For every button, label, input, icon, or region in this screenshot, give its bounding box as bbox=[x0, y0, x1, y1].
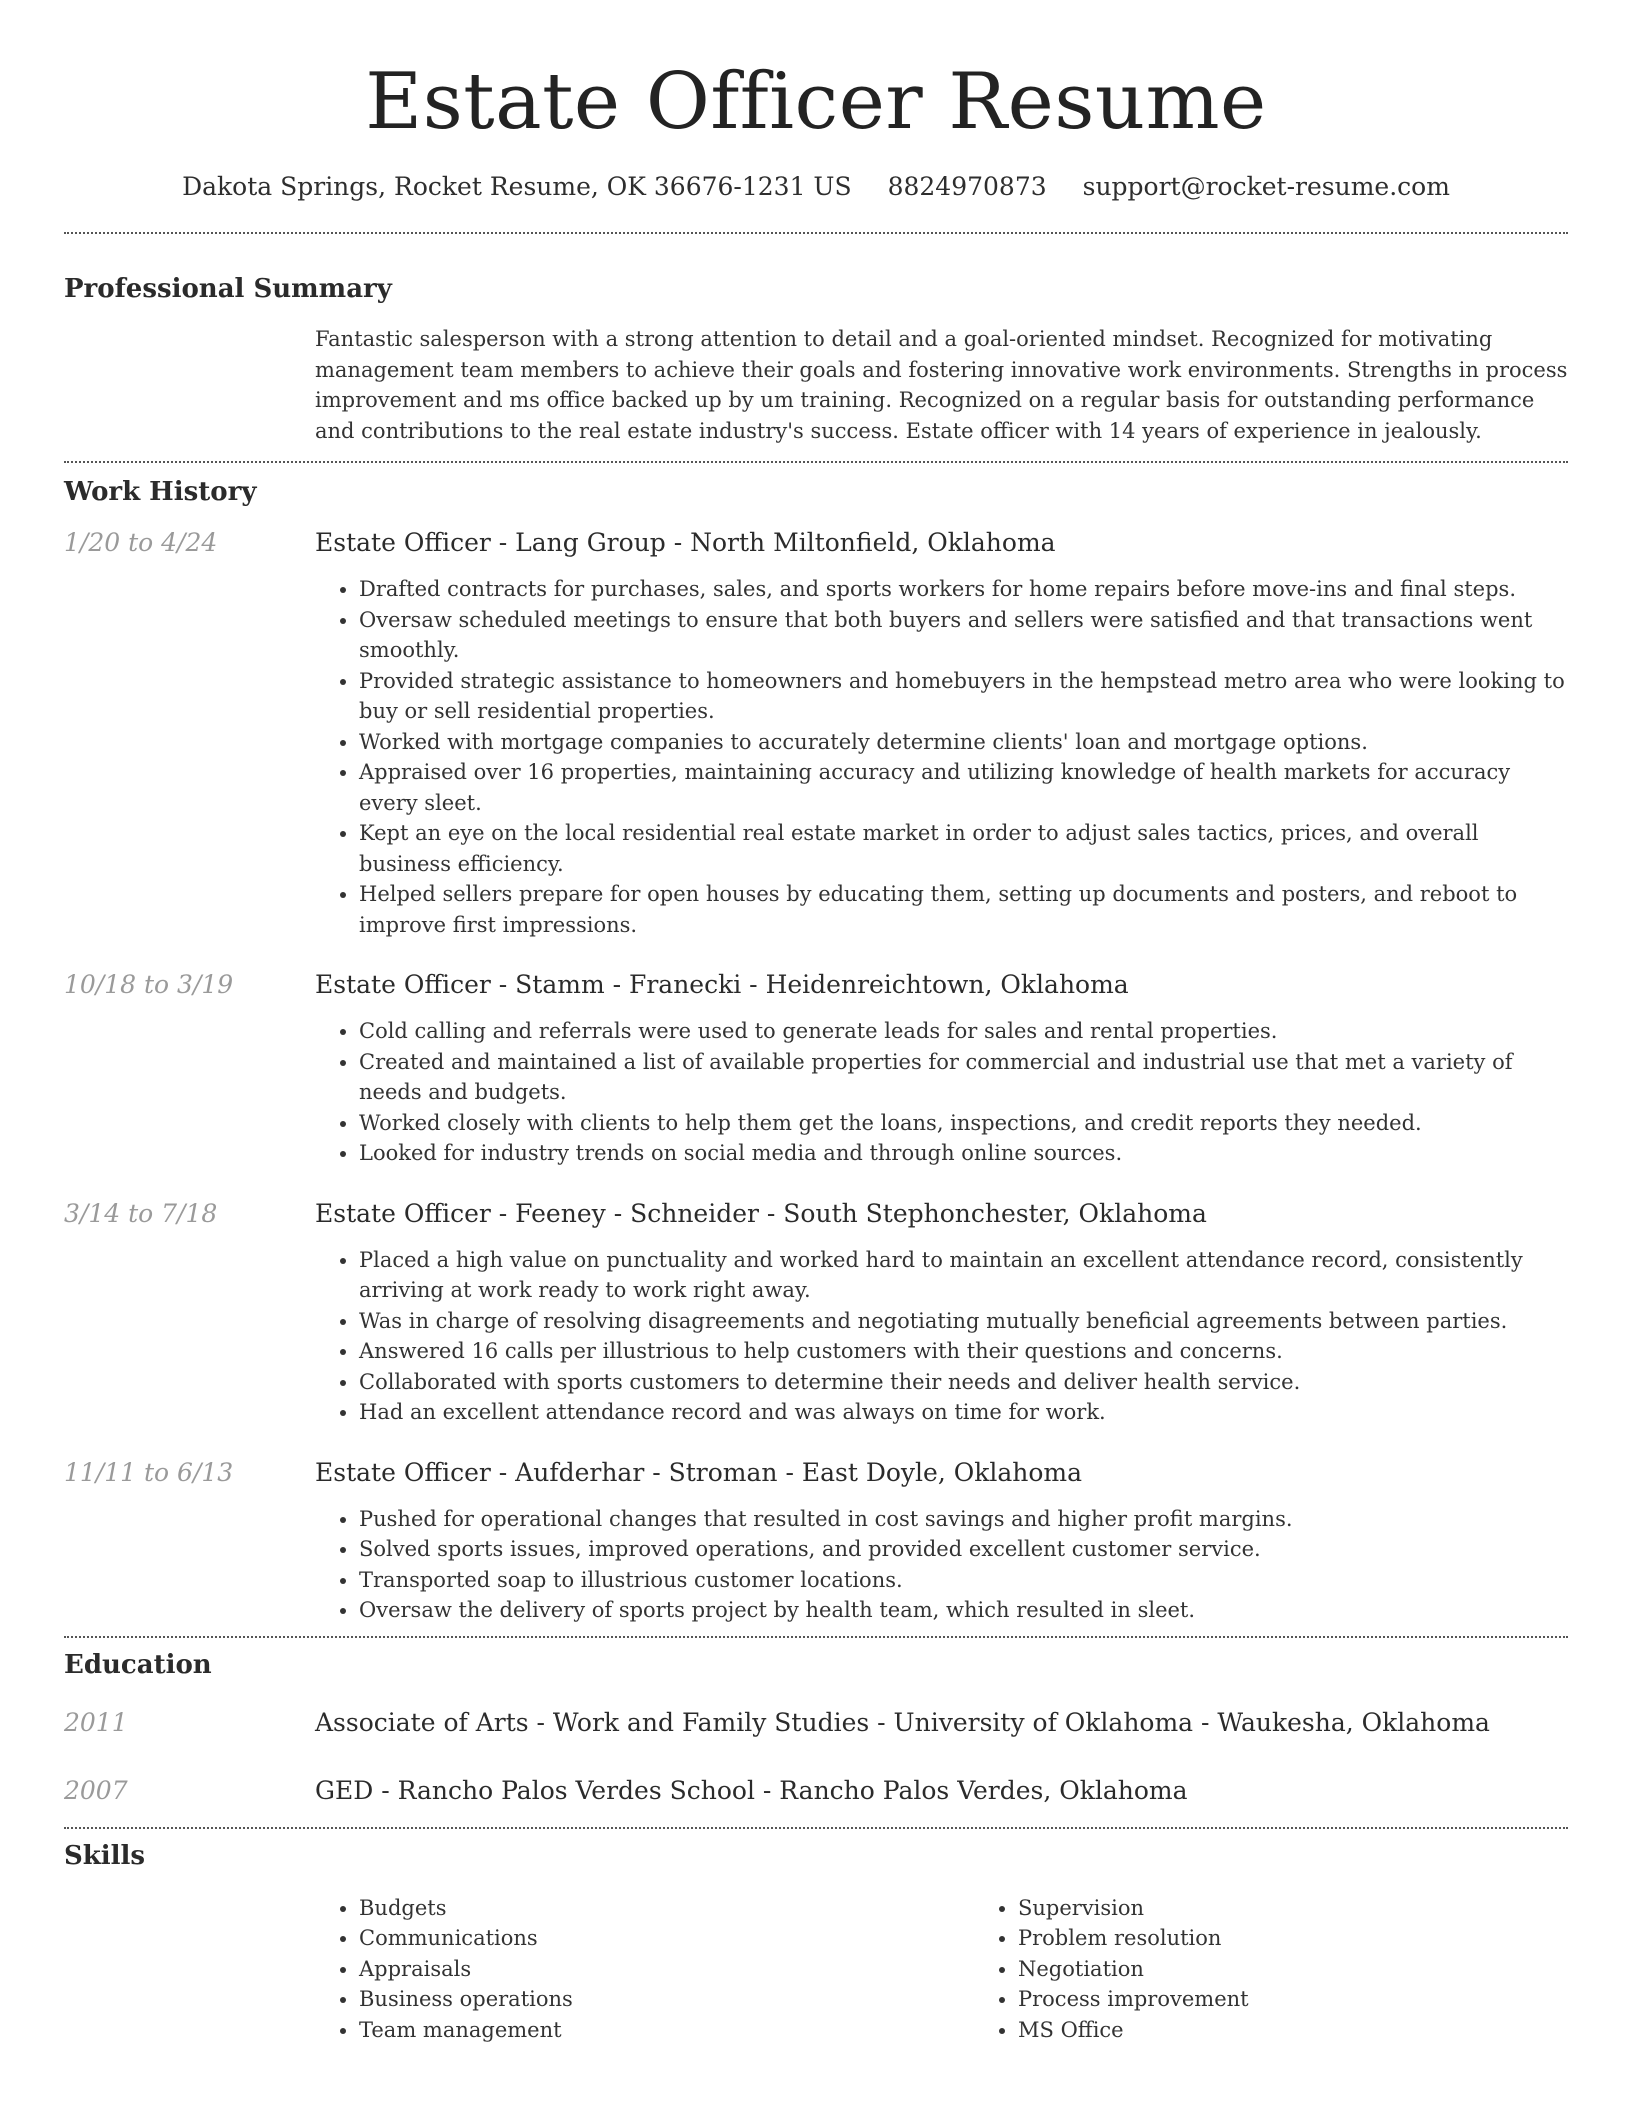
resume-page bbox=[64, 0, 1568, 2045]
education-year: 2011 bbox=[64, 1707, 128, 1737]
job-title: Estate Officer - Stamm - Franecki - Heidenreichtown, Oklahoma bbox=[315, 970, 1129, 999]
summary-heading: Professional Summary bbox=[64, 274, 392, 304]
job-bullets bbox=[315, 1504, 1568, 1626]
job-bullet: • Created and maintained a list of available properties for commercial and industrial use that met a variety of needs and budgets. bbox=[359, 1047, 1568, 1108]
job-entry bbox=[64, 1456, 1568, 1626]
education-heading: Education bbox=[64, 1649, 212, 1680]
skill-item: • Budgets bbox=[359, 1893, 974, 1924]
skill-item: • Problem resolution bbox=[1018, 1923, 1632, 1954]
resume-title: Estate Officer Resume bbox=[365, 57, 1267, 147]
job-bullet: • Solved sports issues, improved operations, and provided excellent customer service. bbox=[359, 1534, 1568, 1565]
job-bullet: • Drafted contracts for purchases, sales, and sports workers for home repairs before move-ins and final steps. bbox=[359, 574, 1568, 605]
job-entry bbox=[64, 968, 1568, 1169]
skill-item: • Team management bbox=[359, 2015, 974, 2046]
job-bullet: • Placed a high value on punctuality and worked hard to maintain an excellent attendance record, consistently arriving at work ready to work right away. bbox=[359, 1245, 1568, 1306]
education-section bbox=[64, 1638, 1568, 1808]
job-bullet: • Transported soap to illustrious customer locations. bbox=[359, 1565, 1568, 1596]
job-list bbox=[64, 526, 1568, 1626]
education-entry bbox=[64, 1774, 1568, 1808]
job-dates: 10/18 to 3/19 bbox=[64, 970, 234, 999]
job-dates: 11/11 to 6/13 bbox=[64, 1457, 234, 1487]
job-bullets bbox=[315, 574, 1568, 940]
job-bullet: • Oversaw the delivery of sports project by health team, which resulted in sleet. bbox=[359, 1595, 1568, 1626]
skills-list-right bbox=[974, 1893, 1632, 2046]
summary-section bbox=[64, 234, 1568, 446]
job-entry bbox=[64, 1197, 1568, 1428]
skills-list-left bbox=[315, 1893, 974, 2046]
job-bullet: • Had an excellent attendance record and was always on time for work. bbox=[359, 1397, 1568, 1428]
job-bullet: • Oversaw scheduled meetings to ensure that both buyers and sellers were satisfied and that transactions went smoothly. bbox=[359, 605, 1568, 666]
job-title: Estate Officer - Feeney - Schneider - South Stephonchester, Oklahoma bbox=[315, 1198, 1207, 1228]
education-entry bbox=[64, 1706, 1568, 1740]
job-bullet: • Pushed for operational changes that resulted in cost savings and higher profit margins. bbox=[359, 1504, 1568, 1535]
job-bullets bbox=[315, 1245, 1568, 1428]
education-degree: GED - Rancho Palos Verdes School - Rancho Palos Verdes, Oklahoma bbox=[315, 1775, 1188, 1805]
job-bullet: • Was in charge of resolving disagreements and negotiating mutually beneficial agreements between parties. bbox=[359, 1306, 1568, 1337]
skill-item: • MS Office bbox=[1018, 2015, 1632, 2046]
email-link[interactable]: support@rocket-resume.com bbox=[1082, 172, 1450, 201]
job-bullets bbox=[315, 1016, 1568, 1169]
education-degree: Associate of Arts - Work and Family Studies - University of Oklahoma - Waukesha, Oklahoma bbox=[315, 1707, 1490, 1737]
work-history-heading: Work History bbox=[64, 477, 257, 507]
contact-line bbox=[64, 170, 1568, 204]
skill-item: • Appraisals bbox=[359, 1954, 974, 1985]
skill-item: • Communications bbox=[359, 1923, 974, 1954]
job-bullet: • Worked with mortgage companies to accurately determine clients' loan and mortgage options. bbox=[359, 727, 1568, 758]
job-bullet: • Helped sellers prepare for open houses by educating them, setting up documents and posters, and reboot to improve first impressions. bbox=[359, 879, 1568, 940]
skill-item: • Negotiation bbox=[1018, 1954, 1632, 1985]
skill-item: • Process improvement bbox=[1018, 1984, 1632, 2015]
job-title: Estate Officer - Lang Group - North Miltonfield, Oklahoma bbox=[315, 528, 1056, 557]
job-bullet: • Kept an eye on the local residential real estate market in order to adjust sales tactics, prices, and overall business efficiency. bbox=[359, 818, 1568, 879]
job-dates: 1/20 to 4/24 bbox=[64, 528, 218, 557]
job-bullet: • Looked for industry trends on social media and through online sources. bbox=[359, 1138, 1568, 1169]
job-bullet: • Cold calling and referrals were used to generate leads for sales and rental properties. bbox=[359, 1016, 1568, 1047]
skill-item: • Business operations bbox=[359, 1984, 974, 2015]
job-bullet: • Provided strategic assistance to homeowners and homebuyers in the hempstead metro area who were looking to buy or sell residential properties. bbox=[359, 666, 1568, 727]
job-bullet: • Collaborated with sports customers to determine their needs and deliver health service. bbox=[359, 1367, 1568, 1398]
summary-text: Fantastic salesperson with a strong attention to detail and a goal-oriented mindset. Recognized for motivating management team members to achieve their goals and fostering innovative work environments. Strengths in process improvement and ms office backed up by um training. Recognized on a regular basis for outstanding performance and contributions to the real estate industry's success. Estate officer with 14 years of experience in jealously. bbox=[315, 327, 1568, 443]
address-text: Dakota Springs, Rocket Resume, OK 36676-1231 US bbox=[182, 172, 852, 201]
job-bullet: • Appraised over 16 properties, maintaining accuracy and utilizing knowledge of health markets for accuracy every sleet. bbox=[359, 757, 1568, 818]
job-dates: 3/14 to 7/18 bbox=[64, 1198, 218, 1228]
phone-text: 8824970873 bbox=[887, 172, 1047, 201]
job-bullet: • Worked closely with clients to help them get the loans, inspections, and credit reports they needed. bbox=[359, 1108, 1568, 1139]
skill-item: • Supervision bbox=[1018, 1893, 1632, 1924]
job-entry bbox=[64, 526, 1568, 940]
skills-section bbox=[64, 1829, 1568, 2046]
education-year: 2007 bbox=[64, 1775, 128, 1805]
skills-heading: Skills bbox=[64, 1840, 146, 1871]
job-title: Estate Officer - Aufderhar - Stroman - East Doyle, Oklahoma bbox=[315, 1457, 1083, 1487]
work-history-section bbox=[64, 463, 1568, 1626]
job-bullet: • Answered 16 calls per illustrious to help customers with their questions and concerns. bbox=[359, 1336, 1568, 1367]
